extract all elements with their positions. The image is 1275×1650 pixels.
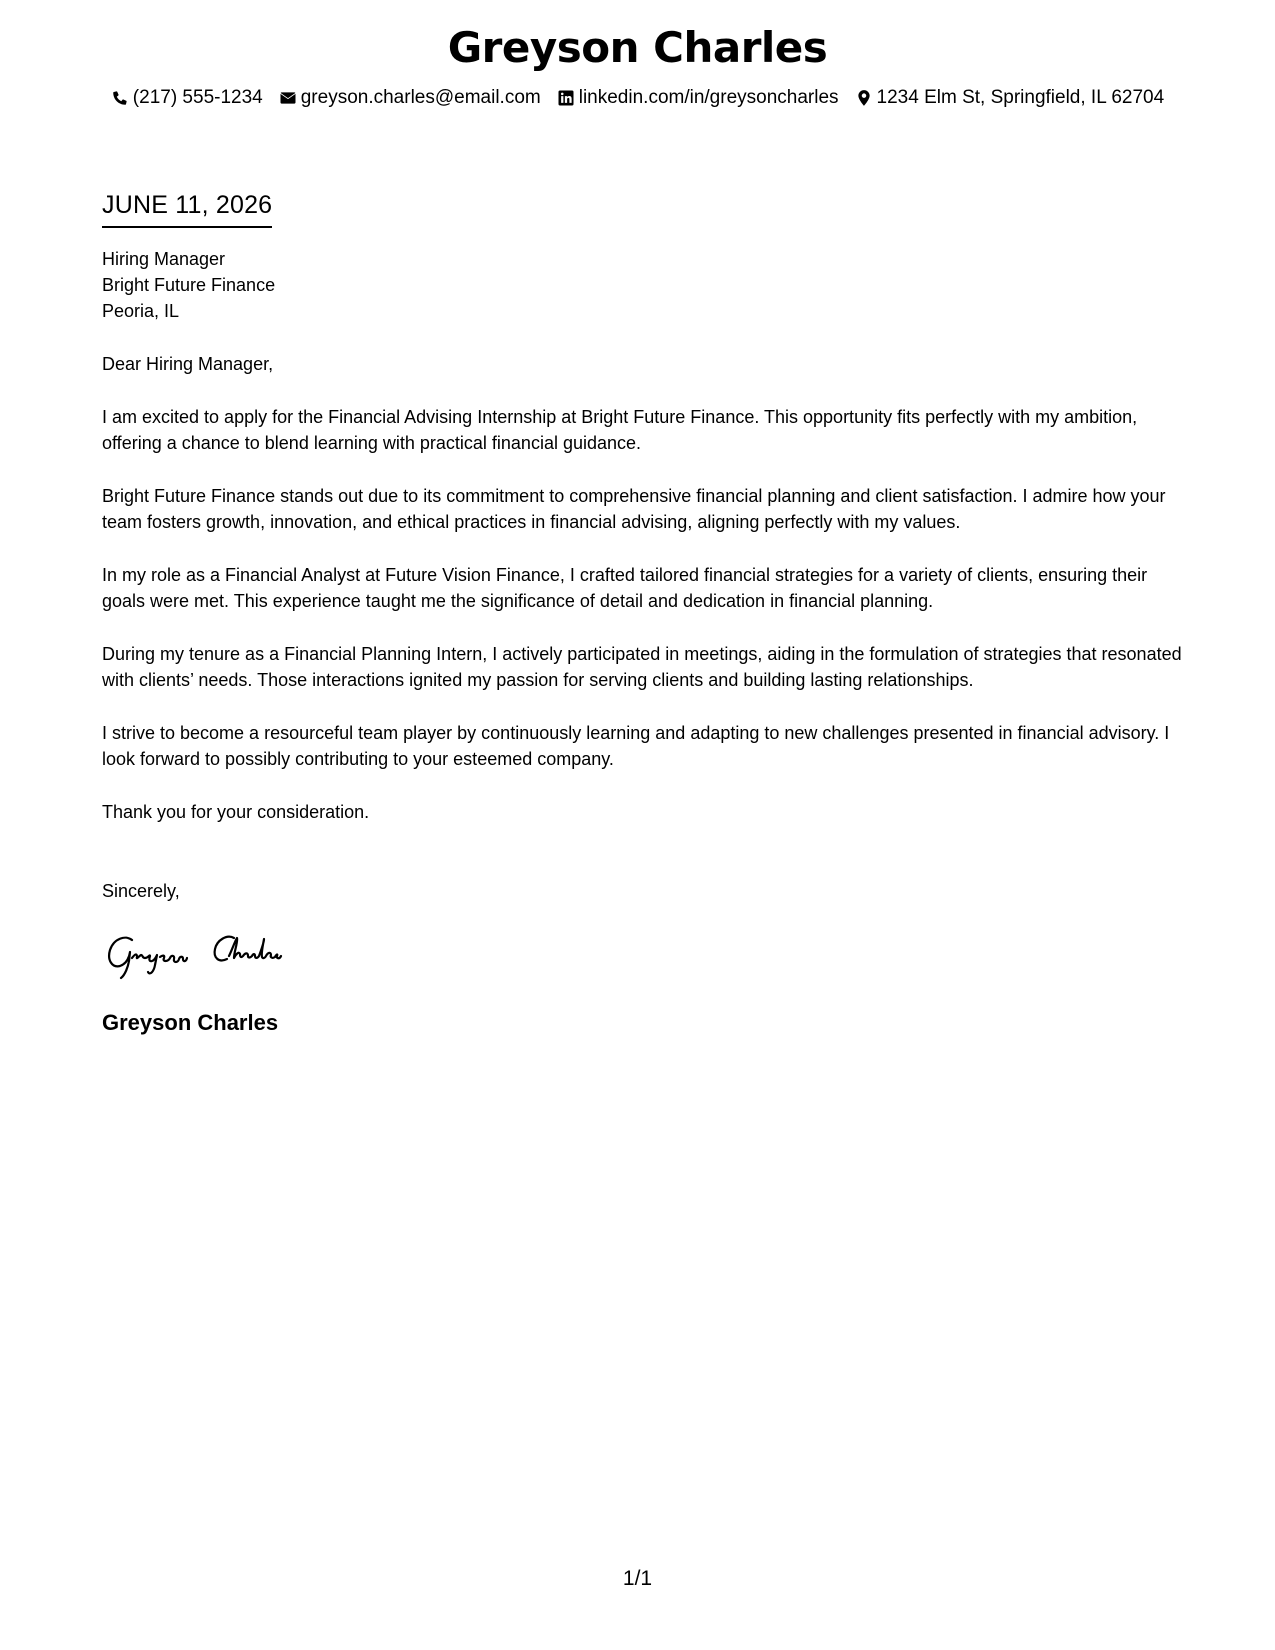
- address-text: 1234 Elm St, Springfield, IL 62704: [876, 87, 1165, 108]
- recipient-title: Hiring Manager: [102, 249, 226, 269]
- recipient-company: Bright Future Finance: [102, 275, 276, 295]
- contact-info: [0, 86, 1275, 110]
- handwritten-signature: [102, 926, 362, 986]
- body-paragraph: During my tenure as a Financial Planning Intern, I actively participated in meetings, aiding in the formulation of strategies that resonated with clients’ needs. Those interactions ignited my passion for serving clients and building lasting relationships.: [102, 644, 1182, 690]
- contact-linkedin: [557, 86, 839, 110]
- body-paragraph: In my role as a Financial Analyst at Future Vision Finance, I crafted tailored financial strategies for a variety of clients, ensuring their goals were met. This experience taught me the significance of detail and dedication in financial planning.: [102, 565, 1148, 611]
- letter-date: JUNE 11, 2026: [102, 188, 272, 228]
- map-marker-icon: [855, 89, 873, 107]
- signer-name: Greyson Charles: [102, 1010, 279, 1035]
- linkedin-text: linkedin.com/in/greysoncharles: [578, 87, 839, 108]
- phone-text: (217) 555-1234: [132, 87, 263, 108]
- letter-header: [0, 22, 1275, 110]
- recipient-location: Peoria, IL: [102, 301, 180, 321]
- signoff: Sincerely,: [102, 881, 180, 901]
- linkedin-icon: [557, 89, 575, 107]
- applicant-name: Greyson Charles: [447, 23, 828, 72]
- contact-address: [855, 86, 1165, 110]
- body-paragraph: I am excited to apply for the Financial Advising Internship at Bright Future Finance. This opportunity fits perfectly with my ambition, offering a chance to blend learning with practical financial guidance.: [102, 407, 1138, 453]
- recipient-block: [102, 246, 1182, 324]
- contact-email: [279, 86, 541, 110]
- email-text: greyson.charles@email.com: [300, 87, 541, 108]
- contact-phone: [111, 86, 263, 110]
- body-paragraph: Bright Future Finance stands out due to its commitment to comprehensive financial planning and client satisfaction. I admire how your team fosters growth, innovation, and ethical practices in financial advising, aligning perfectly with my values.: [102, 486, 1166, 532]
- page-indicator: 1/1: [622, 1567, 653, 1590]
- body-paragraph: I strive to become a resourceful team player by continuously learning and adapting to new challenges presented in financial advisory. I look forward to possibly contributing to your esteemed company.: [102, 723, 1170, 769]
- phone-icon: [111, 89, 129, 107]
- closing-thanks: Thank you for your consideration.: [102, 802, 370, 822]
- salutation: Dear Hiring Manager,: [102, 354, 274, 374]
- envelope-icon: [279, 89, 297, 107]
- letter-body: [102, 188, 1182, 1037]
